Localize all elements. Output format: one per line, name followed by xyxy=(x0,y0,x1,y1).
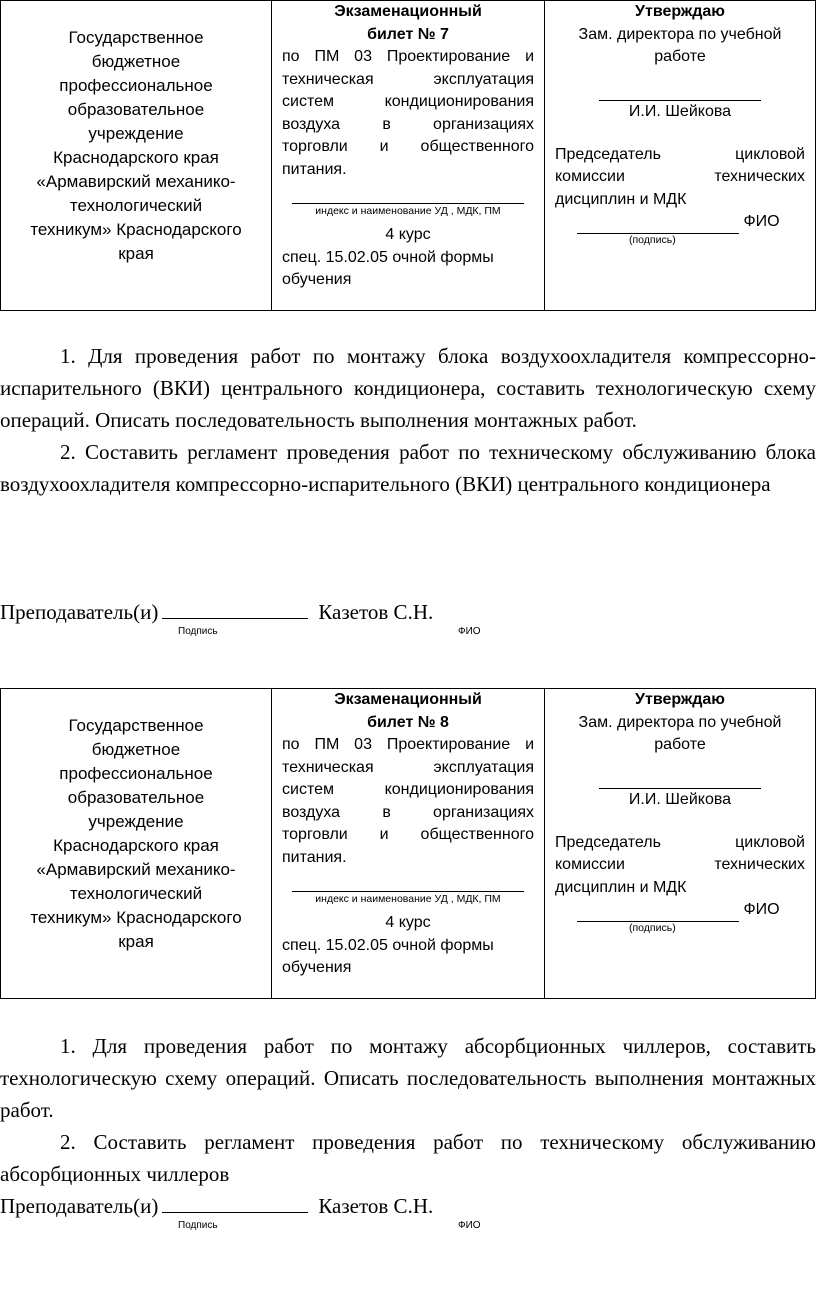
institution-line: образовательное xyxy=(67,100,205,119)
subject-line: техническая эксплуатация xyxy=(282,758,534,776)
deputy-name: И.И. Шейкова xyxy=(628,791,732,808)
subject-line: по ПМ 03 Проектирование и xyxy=(282,48,534,65)
institution-line: техникум» Краснодарского xyxy=(30,908,242,927)
deputy-name: И.И. Шейкова xyxy=(628,103,732,120)
institution-line: Краснодарского края xyxy=(53,836,219,855)
signature-line xyxy=(555,767,805,790)
ticket-number: билет № 8 xyxy=(367,713,449,731)
signature-caption: (подпись) xyxy=(629,921,676,934)
study-form: обучения xyxy=(282,271,352,288)
chair-line: комиссии технических xyxy=(555,856,805,873)
institution-line: «Армавирский механико- xyxy=(36,860,236,879)
institution-line: Государственное xyxy=(68,716,204,735)
task-item: 1. Для проведения работ по монтажу блока воздухоохладителя компрессорно-испарительного (ВКИ) центрального кондиционера, составить технологическую схему операций. Описать последовательность выполнения монтажных работ. xyxy=(0,344,816,432)
task-item: 1. Для проведения работ по монтажу абсорбционных чиллеров, составить технологическую схему операций. Описать последовательность выполнения монтажных работ. xyxy=(0,1034,816,1122)
index-caption: индекс и наименование УД , МДК, ПМ xyxy=(315,205,501,217)
institution-line: края xyxy=(118,932,154,951)
subject-line: систем кондиционирования xyxy=(282,781,534,798)
ticket-info-cell xyxy=(272,689,545,998)
subject-line: питания. xyxy=(282,848,347,866)
ticket-tasks xyxy=(0,340,816,500)
subject-line: систем кондиционирования xyxy=(282,93,534,110)
teacher-signature-line xyxy=(162,596,308,619)
deputy-line: работе xyxy=(654,48,706,65)
institution-line: технологический xyxy=(69,884,203,903)
signature-line xyxy=(555,79,805,102)
subject-line: торговли и общественного xyxy=(282,138,534,155)
fio-caption: ФИО xyxy=(458,1220,481,1231)
institution-line: учреждение xyxy=(88,812,184,831)
ticket-tasks xyxy=(0,1030,816,1190)
approve-title: Утверждаю xyxy=(635,691,725,708)
ticket-number: билет № 7 xyxy=(367,25,449,43)
institution-line: бюджетное xyxy=(91,52,181,71)
institution-line: учреждение xyxy=(88,124,184,143)
task-item: 2. Составить регламент проведения работ по техническому обслуживанию блока воздухоохладителя компрессорно-испарительного (ВКИ) центрального кондиционера xyxy=(0,440,816,496)
teacher-line xyxy=(0,1190,433,1220)
chair-signature xyxy=(555,211,805,234)
subject-line: воздуха в организациях xyxy=(282,115,534,133)
institution-line: образовательное xyxy=(67,788,205,807)
sign-caption: Подпись xyxy=(178,626,218,637)
signature-caption: (подпись) xyxy=(629,233,676,246)
index-caption: индекс и наименование УД , МДК, ПМ xyxy=(315,893,501,905)
institution-cell xyxy=(1,1,272,310)
course: 4 курс xyxy=(385,226,431,243)
fio-caption: ФИО xyxy=(458,626,481,637)
deputy-line: работе xyxy=(654,736,706,753)
sign-caption: Подпись xyxy=(178,1220,218,1231)
subject-line: питания. xyxy=(282,160,347,178)
institution-line: края xyxy=(118,244,154,263)
approval-cell xyxy=(545,689,815,998)
course: 4 курс xyxy=(385,914,431,931)
subject-line: техническая эксплуатация xyxy=(282,70,534,88)
chair-line: Председатель цикловой xyxy=(555,833,805,851)
subject-line: торговли и общественного xyxy=(282,826,534,843)
task-item: 2. Составить регламент проведения работ по техническому обслуживанию абсорбционных чиллеров xyxy=(0,1130,816,1186)
fio-label: ФИО xyxy=(743,213,780,230)
chair-line: дисциплин и МДК xyxy=(555,878,687,896)
subject-line: по ПМ 03 Проектирование и xyxy=(282,736,534,753)
institution-line: технологический xyxy=(69,196,203,215)
study-form: обучения xyxy=(282,959,352,976)
chair-line: комиссии технических xyxy=(555,168,805,185)
ticket-info-cell xyxy=(272,1,545,310)
institution-line: бюджетное xyxy=(91,740,181,759)
teacher-name: Казетов С.Н. xyxy=(318,600,434,624)
deputy-line: Зам. директора по учебной xyxy=(578,713,782,731)
chair-signature xyxy=(555,899,805,922)
ticket-header-table xyxy=(0,688,816,999)
teacher-label: Преподаватель(и) xyxy=(0,1194,159,1218)
chair-line: дисциплин и МДК xyxy=(555,190,687,208)
specialty: спец. 15.02.05 очной формы xyxy=(282,936,494,954)
chair-line: Председатель цикловой xyxy=(555,145,805,163)
exam-title: Экзаменационный xyxy=(334,691,482,708)
approval-cell xyxy=(545,1,815,310)
institution-line: профессиональное xyxy=(59,764,213,783)
institution-line: Краснодарского края xyxy=(53,148,219,167)
teacher-label: Преподаватель(и) xyxy=(0,600,159,624)
institution-cell xyxy=(1,689,272,998)
institution-line: Государственное xyxy=(68,28,204,47)
subject-line: воздуха в организациях xyxy=(282,803,534,821)
teacher-name: Казетов С.Н. xyxy=(318,1194,434,1218)
institution-line: техникум» Краснодарского xyxy=(30,220,242,239)
fio-label: ФИО xyxy=(743,901,780,918)
approve-title: Утверждаю xyxy=(635,3,725,20)
institution-line: профессиональное xyxy=(59,76,213,95)
teacher-line xyxy=(0,596,433,626)
teacher-signature-line xyxy=(162,1190,308,1213)
exam-title: Экзаменационный xyxy=(334,3,482,20)
ticket-header-table xyxy=(0,0,816,311)
institution-line: «Армавирский механико- xyxy=(36,172,236,191)
specialty: спец. 15.02.05 очной формы xyxy=(282,248,494,266)
deputy-line: Зам. директора по учебной xyxy=(578,25,782,43)
